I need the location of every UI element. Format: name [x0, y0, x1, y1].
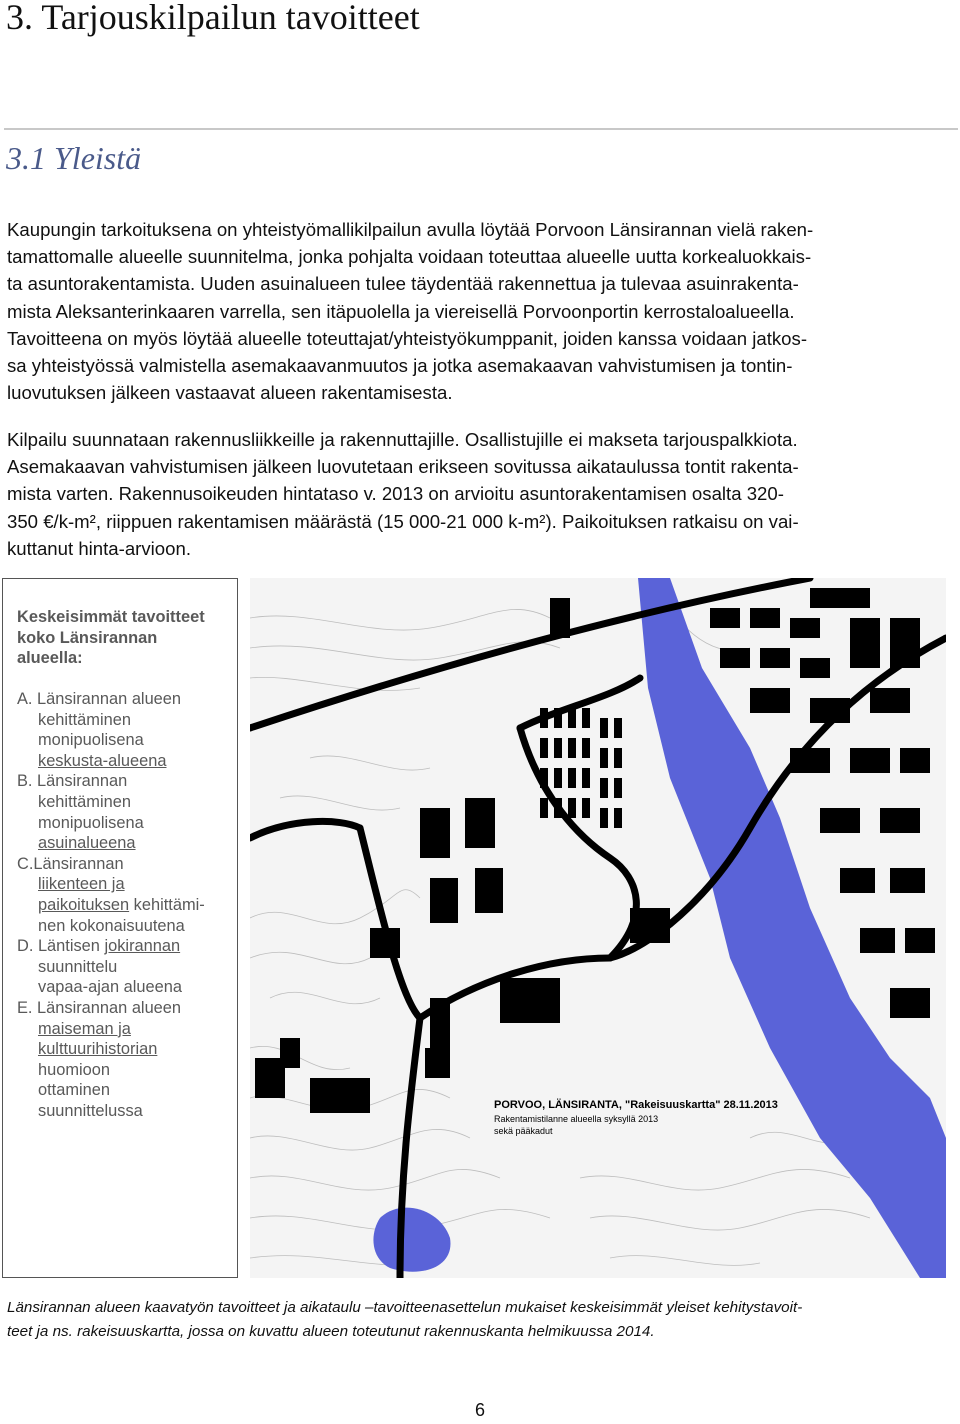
- goal-item-line: keskusta-alueena: [38, 751, 167, 770]
- goals-box: [2, 578, 238, 1278]
- paragraph1-line: luovutuksen jälkeen vastaavat alueen rakentamisesta.: [7, 382, 453, 404]
- goals-list: [17, 689, 205, 1121]
- page-number: 6: [474, 1400, 485, 1420]
- goal-item: C.Länsirannan: [17, 854, 124, 873]
- goal-item: E. Länsirannan alueen: [17, 998, 182, 1017]
- goal-item-line: huomioon: [38, 1060, 110, 1079]
- section-heading: 3.1 Yleistä: [6, 140, 142, 176]
- goal-item-line: liikenteen ja: [38, 875, 125, 894]
- goal-item-line: paikoituksen kehittämi-: [38, 895, 205, 914]
- paragraph1-line: sa yhteistyössä valmistella asemakaavanmuutos ja jotka asemakaavan vahvistumisen ja tontin-: [7, 355, 793, 377]
- goal-item-line: vapaa-ajan alueena: [38, 978, 182, 997]
- paragraph2-line: Kilpailu suunnataan rakennusliikkeille ja rakennuttajille. Osallistujille ei makseta tarjouspalkkiota.: [7, 429, 798, 450]
- goal-item-line: monipuolisena: [38, 813, 144, 832]
- goal-item-line: kehittäminen: [38, 710, 131, 729]
- paragraph2-line: kuttanut hinta-arvioon.: [7, 537, 191, 559]
- goal-item-line: maiseman ja: [38, 1019, 131, 1038]
- figure-caption: [7, 1296, 802, 1344]
- goal-item-line: monipuolisena: [38, 731, 144, 750]
- paragraph1-line: ta asuntorakentamista. Uuden asuinalueen tulee täydentää rakennettua ja tulevaa asuinrakenta-: [7, 273, 799, 295]
- goal-item-line: suunnittelu: [38, 957, 118, 976]
- paragraph-intro: [7, 216, 955, 406]
- paragraph-terms: [7, 426, 955, 562]
- goal-item-line: kulttuurihistorian: [38, 1040, 158, 1059]
- goal-item: B. Länsirannan: [17, 772, 128, 791]
- paragraph2-line: 350 €/k-m², riippuen rakentamisen määrästä (15 000-21 000 k-m²). Paikoituksen ratkaisu on vai-: [7, 510, 799, 532]
- goal-item-line: ottaminen: [38, 1081, 110, 1100]
- map-background: [250, 578, 946, 1278]
- paragraph1-line: Tavoitteena on myös löytää alueelle toteuttajat/yhteistyökumppanit, joiden kanssa voidaan jatkos-: [7, 327, 808, 349]
- map-legend-line2: Rakentamistilanne alueella syksyllä 2013: [494, 1114, 659, 1124]
- goal-item: A. Länsirannan alueen: [17, 690, 182, 708]
- goals-title: [17, 607, 231, 669]
- paragraph2-line: mista varten. Rakennusoikeuden hintataso v. 2013 on arvioitu asuntorakentamisen osalta 320-: [7, 483, 784, 505]
- goals-title-line: alueella:: [17, 649, 83, 668]
- goal-item-line: nen kokonaisuutena: [38, 916, 185, 935]
- map-legend-title: PORVOO, LÄNSIRANTA, "Rakeisuuskartta" 28.11.2013: [494, 1099, 778, 1111]
- granularity-map: [250, 578, 946, 1278]
- caption-line: teet ja ns. rakeisuuskartta, jossa on kuvattu alueen toteutunut rakennuskanta helmikuussa 2014.: [7, 1323, 655, 1340]
- page-heading: 3. Tarjouskilpailun tavoitteet: [6, 0, 420, 37]
- divider: [4, 128, 958, 130]
- goal-item-line: kehittäminen: [38, 792, 131, 811]
- goals-title-line: koko Länsirannan: [17, 628, 158, 647]
- goals-title-line: Keskeisimmät tavoitteet: [17, 608, 205, 626]
- paragraph1-line: tamattomalle alueelle suunnitelma, jonka pohjalta voidaan toteuttaa alueelle uutta korkealuokkais-: [7, 246, 812, 268]
- paragraph1-line: mista Aleksanterinkaaren varrella, sen itäpuolella ja viereisellä Porvoonportin kerrostaloalueella.: [7, 300, 795, 322]
- map-legend-line3: sekä pääkadut: [494, 1126, 553, 1136]
- caption-line: Länsirannan alueen kaavatyön tavoitteet ja aikataulu –tavoitteenasettelun mukaiset keskeisimmät yleiset kehitystavoit-: [7, 1299, 803, 1316]
- goal-item-line: asuinalueena: [38, 834, 136, 853]
- goal-item: D. Läntisen jokirannan: [17, 937, 181, 956]
- paragraph2-line: Asemakaavan vahvistumisen jälkeen luovutetaan erikseen sovitussa aikataulussa tontit rakenta-: [7, 456, 799, 478]
- goal-item-line: suunnittelussa: [38, 1101, 143, 1120]
- paragraph1-line: Kaupungin tarkoituksena on yhteistyömallikilpailun avulla löytää Porvoon Länsirannan vielä raken-: [7, 219, 814, 240]
